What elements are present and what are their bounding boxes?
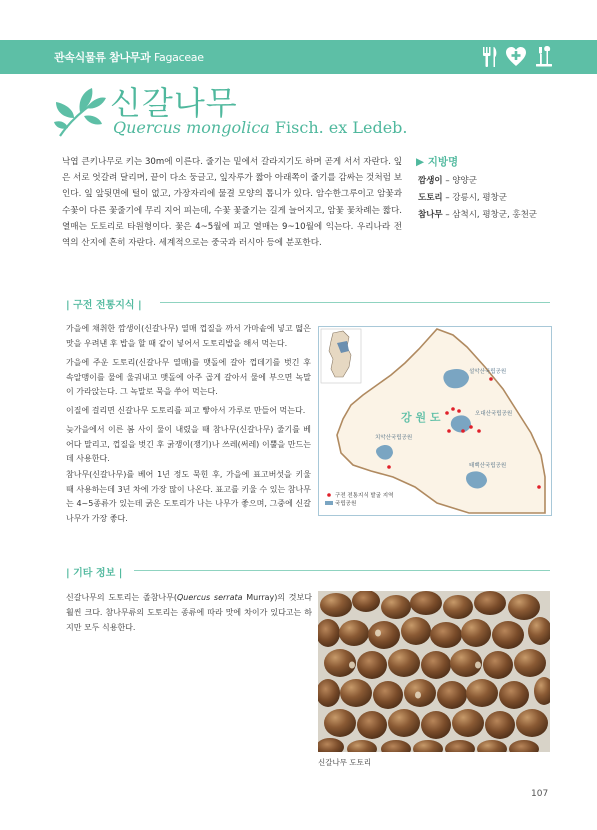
locality-dot (461, 429, 465, 433)
oral-paragraph: 참나무(신갈나무)를 베어 1년 정도 묵힌 후, 가을에 표고버섯을 키울 때 사용하는데 3년 차에 가장 많이 나온다. 표고를 키울 수 있는 참나무는 4~5종류가 있는데 굵은 도토리가 나는 나무가 좋으며, 그중에 신갈나무가 가장 좋다. (66, 470, 311, 523)
locality-dot (387, 465, 391, 469)
leaf-logo-icon (54, 84, 108, 140)
locality-dot (445, 411, 449, 415)
scientific-name-italic: Quercus mongolica (113, 118, 270, 137)
tools-icon (533, 44, 555, 70)
gangwon-map (318, 326, 552, 516)
park-label: 오대산국립공원 (475, 411, 513, 417)
acorn-photo (318, 591, 550, 752)
species-korean-name: 신갈나무 (110, 84, 238, 122)
locality-dot (537, 485, 541, 489)
locality-dot (469, 425, 473, 429)
oral-paragraph: 이질에 걸리면 신갈나무 도토리를 피고 빻아서 가루로 만들어 먹는다. (66, 406, 306, 415)
species-description: 낙엽 큰키나무로 키는 30m에 이른다. 줄기는 밑에서 갈라지기도 하며 곧게 서서 자란다. 잎은 서로 엇갈려 달리며, 끝이 다소 둥글고, 잎자루가 짧아 아래쪽이 줄기를 감싸는 것처럼 보인다. 잎 앞뒷면에 털이 없고, 가장자리에 물결 모양의 톱니가 있다. 암수한그루이고 암꽃과 수꽃이 다른 꽃줄기에 무리 지어 피는데, 수꽃 꽃줄기는 길게 늘어지고, 암꽃 꽃차례는 짧다. 열매는 도토리로 타원형이다. 꽃은 4~5월에 피고 열매는 9~10월에 익는다. 우리나라 전역의 산지에 흔히 자란다. 세계적으로는 중국과 러시아 등에 분포한다. (62, 157, 402, 249)
heart-plus-icon (505, 44, 527, 70)
section-divider (134, 570, 550, 571)
locality-dot (451, 407, 455, 411)
category-korean: 관속식물류 참나무과 (54, 51, 151, 64)
park-label: 태백산국립공원 (469, 463, 507, 469)
locality-dot (477, 429, 481, 433)
page-number: 107 (531, 789, 549, 799)
dialect-item: 깜생이 – 양양군 (418, 176, 477, 186)
park-label: 치악산국립공원 (375, 435, 413, 441)
dialect-heading: ▶ 지방명 (416, 156, 459, 168)
oral-paragraph: 가을에 주운 도토리(신갈나무 열매)를 맷돌에 갈아 껍데기를 벗긴 후 속알맹이를 물에 울궈내고 맷돌에 아주 곱게 갈아서 물에 부으면 녹말이 가라앉는다. 그 녹말로 묵을 쑤어 먹는다. (66, 358, 311, 396)
map-region-label: 강 원 도 (401, 411, 441, 424)
legend-dots-label: 구전 전통지식 발굴 지역 (335, 493, 394, 499)
scientific-name-author: Fisch. ex Ledeb. (274, 118, 408, 137)
locality-dot (489, 377, 493, 381)
locality-dot (447, 429, 451, 433)
scientific-name (113, 118, 408, 137)
section-title-oral-knowledge: | 구전 전통지식 | (66, 300, 142, 311)
photo-caption: 신갈나무 도토리 (318, 758, 372, 767)
other-info-text: 신갈나무의 도토리는 졸참나무(Quercus serrata Murray)의 것보다 훨씬 크다. 참나무류의 도토리는 종류에 따라 맛에 차이가 있다고는 하지만 모두 식용한다. (66, 593, 312, 632)
legend-dot-icon (327, 493, 331, 497)
section-title-other-info: | 기타 정보 | (66, 568, 123, 579)
fork-knife-icon (479, 44, 501, 70)
park-label: 설악산국립공원 (469, 369, 507, 375)
dialect-item: 도토리 – 강릉시, 평창군 (418, 193, 507, 203)
gangwon-province-shape (337, 329, 545, 513)
dialect-item: 참나무 – 삼척시, 평창군, 홍천군 (418, 210, 538, 220)
gangwon-map-drawing (319, 327, 551, 515)
oral-paragraph: 가을에 채취한 깜생이(신갈나무) 열매 껍질을 까서 가마솥에 넣고 떫은 맛을 우려낸 후 밥을 할 때 같이 넣어서 도토리밥을 해서 먹는다. (66, 324, 311, 348)
category-label (54, 49, 204, 65)
legend-park-swatch (325, 501, 333, 505)
locality-dot (457, 409, 461, 413)
category-latin: Fagaceae (154, 51, 204, 64)
legend-park-label: 국립공원 (335, 501, 357, 507)
oral-paragraph: 늦가을에서 이른 봄 사이 물이 내렸을 때 참나무(신갈나무) 줄기를 베어다 말리고, 껍질을 벗긴 후 굵쟁이(쟁기)나 쓰레(써레) 이뿔을 만드는 데 사용한다. (66, 425, 311, 463)
section-divider (160, 302, 550, 303)
